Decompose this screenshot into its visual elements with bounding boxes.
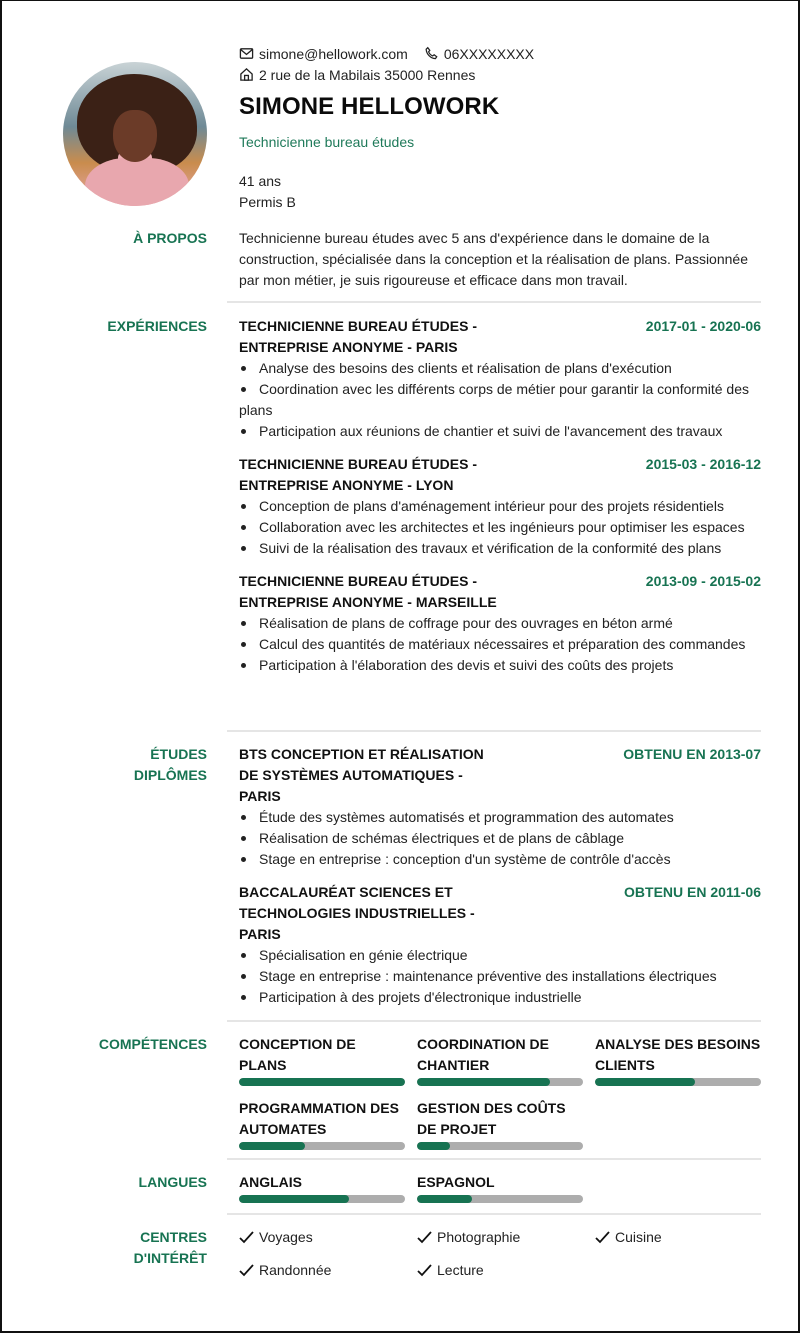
interest-label: Cuisine: [615, 1229, 662, 1245]
section-label-about: À PROPOS: [133, 230, 207, 246]
contact-address: [239, 67, 475, 83]
bullet-item: Analyse des besoins des clients et réalisation de plans d'exécution: [239, 358, 761, 379]
experiences-list: [239, 316, 761, 688]
home-icon: [239, 67, 254, 82]
skill-item: [417, 1034, 583, 1086]
bullet-item: Stage en entreprise : maintenance préventive des installations électriques: [239, 966, 761, 987]
personal-details: [239, 171, 296, 213]
skill-level-bar: [417, 1078, 583, 1086]
education-date: OBTENU EN 2013-07: [623, 746, 761, 762]
language-item: [239, 1172, 405, 1203]
checkmark-icon: [595, 1231, 610, 1244]
section-label-interests: [62, 1227, 207, 1269]
bullet-item: Coordination avec les différents corps de métier pour garantir la conformité des plans: [239, 379, 761, 421]
bullet-item: Collaboration avec les architectes et les ingénieurs pour optimiser les espaces: [239, 517, 761, 538]
label-line: DIPLÔMES: [133, 767, 207, 783]
skill-level-fill: [239, 1078, 405, 1086]
bullet-item: Étude des systèmes automatisés et programmation des automates: [239, 807, 761, 828]
interest-label: Lecture: [437, 1262, 484, 1278]
skill-level-bar: [595, 1078, 761, 1086]
label-line: D'INTÉRÊT: [133, 1250, 207, 1266]
language-name: ESPAGNOL: [417, 1174, 495, 1190]
bullet-item: Spécialisation en génie électrique: [239, 945, 761, 966]
bullet-item: Suivi de la réalisation des travaux et vérification de la conformité des plans: [239, 538, 761, 559]
checkmark-icon: [417, 1231, 432, 1244]
skill-level-fill: [417, 1078, 550, 1086]
education-bullets: [239, 807, 761, 870]
education-bullets: [239, 945, 761, 1008]
languages-grid: [239, 1172, 761, 1203]
education-title: BACCALAURÉAT SCIENCES ET TECHNOLOGIES INDUSTRIELLES - PARIS: [239, 884, 475, 942]
education-date: OBTENU EN 2011-06: [624, 884, 761, 900]
contact-email[interactable]: [239, 46, 408, 62]
interests-grid: [239, 1227, 761, 1281]
skill-name: COORDINATION DE CHANTIER: [417, 1036, 549, 1073]
bullet-item: Participation à l'élaboration des devis et suivi des coûts des projets: [239, 655, 761, 676]
interest-item: [239, 1227, 417, 1248]
section-label-skills: COMPÉTENCES: [98, 1036, 207, 1052]
phone-icon: [424, 46, 439, 61]
avatar: [63, 62, 207, 206]
skill-level-fill: [417, 1142, 450, 1150]
interest-item: [239, 1260, 417, 1281]
skill-name: CONCEPTION DE PLANS: [239, 1036, 356, 1073]
avatar-face: [113, 110, 157, 162]
skill-level-bar: [239, 1078, 405, 1086]
divider: [227, 301, 761, 303]
education-title: BTS CONCEPTION ET RÉALISATION DE SYSTÈMES AUTOMATIQUES - PARIS: [239, 746, 484, 804]
checkmark-icon: [239, 1264, 254, 1277]
avatar-body: [85, 158, 189, 206]
checkmark-icon: [239, 1231, 254, 1244]
bullet-item: Stage en entreprise : conception d'un système de contrôle d'accès: [239, 849, 761, 870]
label-line: CENTRES: [140, 1229, 207, 1245]
contact-info: [239, 43, 550, 85]
driving-license: Permis B: [239, 194, 296, 210]
interest-item: [417, 1260, 595, 1281]
language-item: [417, 1172, 583, 1203]
skill-level-fill: [595, 1078, 695, 1086]
skill-name: PROGRAMMATION DES AUTOMATES: [239, 1100, 399, 1137]
skill-level-fill: [239, 1142, 305, 1150]
experience-title: TECHNICIENNE BUREAU ÉTUDES - ENTREPRISE ANONYME - PARIS: [239, 318, 478, 355]
skill-level-bar: [417, 1142, 583, 1150]
address-text: 2 rue de la Mabilais 35000 Rennes: [259, 66, 476, 83]
language-name: ANGLAIS: [239, 1174, 302, 1190]
contact-phone[interactable]: [424, 46, 534, 62]
candidate-name: SIMONE HELLOWORK: [239, 93, 500, 120]
bullet-item: Participation à des projets d'électronique industrielle: [239, 987, 761, 1008]
bullet-item: Participation aux réunions de chantier et suivi de l'avancement des travaux: [239, 421, 761, 442]
skill-level-bar: [239, 1142, 405, 1150]
skill-item: [595, 1034, 761, 1086]
interest-label: Voyages: [259, 1229, 313, 1245]
email-text: simone@hellowork.com: [259, 45, 408, 62]
divider: [227, 1020, 761, 1022]
resume-header: [2, 1, 800, 221]
label-line: ÉTUDES: [150, 746, 207, 762]
section-label-education: [62, 744, 207, 786]
experience-dates: 2015-03 - 2016-12: [645, 456, 761, 472]
skill-item: [239, 1098, 405, 1150]
language-level-bar: [417, 1195, 583, 1203]
divider: [227, 730, 761, 732]
language-level-bar: [239, 1195, 405, 1203]
checkmark-icon: [417, 1264, 432, 1277]
experience-bullets: [239, 496, 761, 559]
bullet-item: Réalisation de schémas électriques et de plans de câblage: [239, 828, 761, 849]
skill-name: ANALYSE DES BESOINS CLIENTS: [595, 1036, 761, 1073]
language-level-fill: [239, 1195, 349, 1203]
experience-dates: 2013-09 - 2015-02: [645, 573, 761, 589]
bullet-item: Conception de plans d'aménagement intérieur pour des projets résidentiels: [239, 496, 761, 517]
phone-text: 06XXXXXXXX: [443, 45, 535, 62]
section-label-experiences: EXPÉRIENCES: [107, 318, 207, 334]
envelope-icon: [239, 46, 254, 61]
skills-grid: [239, 1034, 761, 1150]
experience-entry: [239, 571, 761, 676]
experience-entry: [239, 454, 761, 559]
education-list: [239, 744, 761, 1020]
interest-label: Randonnée: [259, 1262, 332, 1278]
divider: [227, 1158, 761, 1160]
experience-dates: 2017-01 - 2020-06: [645, 318, 761, 334]
interest-item: [417, 1227, 595, 1248]
skill-item: [417, 1098, 583, 1150]
skill-name: GESTION DES COÛTS DE PROJET: [417, 1100, 566, 1137]
bullet-item: Calcul des quantités de matériaux nécessaires et préparation des commandes: [239, 634, 761, 655]
divider: [227, 1213, 761, 1215]
skill-item: [239, 1034, 405, 1086]
experience-bullets: [239, 358, 761, 442]
age: 41 ans: [239, 173, 282, 189]
education-entry: [239, 882, 761, 1008]
interest-label: Photographie: [437, 1229, 521, 1245]
experience-title: TECHNICIENNE BUREAU ÉTUDES - ENTREPRISE ANONYME - LYON: [239, 456, 478, 493]
education-entry: [239, 744, 761, 870]
experience-bullets: [239, 613, 761, 676]
interest-item: [595, 1227, 761, 1248]
experience-entry: [239, 316, 761, 442]
language-level-fill: [417, 1195, 472, 1203]
job-title: Technicienne bureau études: [239, 134, 415, 150]
about-text: Technicienne bureau études avec 5 ans d'expérience dans le domaine de la construction, spécialisée dans la conception et la réalisation de plans. Passionnée par mon métier, je suis rigoureuse et efficace dans mon travail.: [239, 230, 748, 288]
experience-title: TECHNICIENNE BUREAU ÉTUDES - ENTREPRISE ANONYME - MARSEILLE: [239, 573, 497, 610]
section-label-languages: LANGUES: [138, 1174, 207, 1190]
bullet-item: Réalisation de plans de coffrage pour des ouvrages en béton armé: [239, 613, 761, 634]
